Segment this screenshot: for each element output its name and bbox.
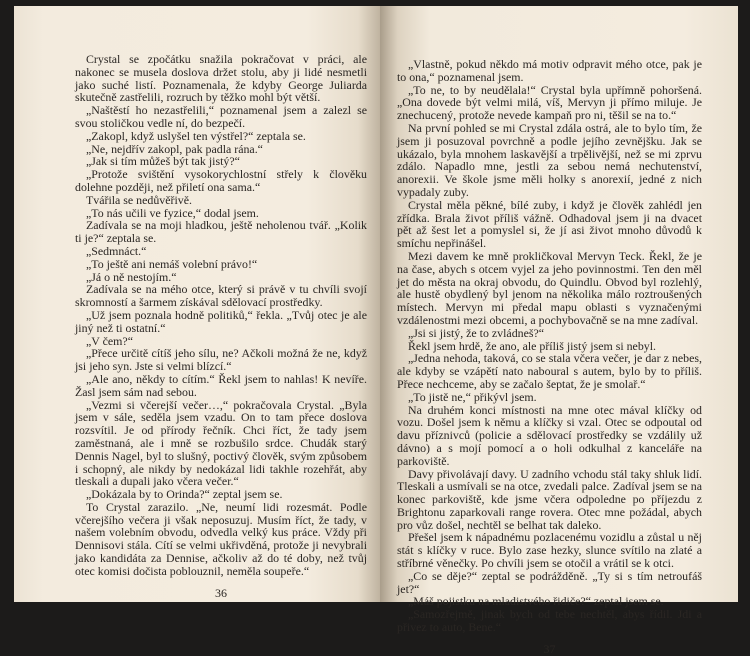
paragraph: „Sedmnáct.“ <box>86 243 147 258</box>
paragraph: Řekl jsem hrdě, že ano, ale příliš jistý jsem si nebyl. <box>408 338 657 353</box>
paragraph: „Ne, nejdřív zakopl, pak padla rána.“ <box>86 141 263 156</box>
paragraph: „To ne, to by neudělala!“ Crystal byla upřímně pohoršená. „Ona dovede být velmi milá, víš, Mervyn ji přímo miluje. Je znechucený, protože nevede kampaň pro ni, těšil se na to.“ <box>397 82 702 123</box>
paragraph: „To ještě ani nemáš volební právo!“ <box>86 256 258 271</box>
paragraph: Crystal se zpočátku snažila pokračovat v práci, ale nakonec se musela doslova držet stolu, aby ji lidé nesmetli jako suché listí. Poznamenala, že kdyby George Juliarda skutečně zastřelili, rozruch by těžko mohl být větší. <box>75 52 367 105</box>
paragraph: „Přece určitě cítíš jeho sílu, ne? Ačkoli možná že ne, když jsi jeho syn. Jste si velmi blízcí.“ <box>75 346 367 374</box>
paragraph: Na druhém konci místnosti na mne otec mával klíčky od vozu. Došel jsem k němu a klíčky si vzal. Otec se odpoutal od davu příznivců (policie a sdělovací prostředky se vzdálily už dávno) a s mojí pomocí a o holi odkulhal z kanceláře na parkoviště. <box>397 402 702 468</box>
left-page-column <box>75 53 367 600</box>
paragraph: „Protože svištění vysokorychlostní střely k člověku dolehne později, než přiletí ona sama.“ <box>75 167 367 194</box>
paragraph: „Máš pojistku na mladistvého řidiče?“ zeptal jsem se. <box>408 594 664 609</box>
paragraph: „Zakopl, když uslyšel ten výstřel?“ zeptala se. <box>86 128 306 143</box>
paragraph: „Vezmi si včerejší večer…,“ pokračovala Crystal. „Byla jsem v sále, seděla jsem vzadu. On to tam přece doslova rozsvítil. Je od přírody řečník. Chci říct, že tady jsem zaměstnaná, ale i mně se rozbušilo srdce. Chudák starý Dennis Nagel, byl to slušný, poctivý člověk, svým způsobem i schopný, ale nikdy by nedokázal lidi takhle rozehřát, aby tleskali a dupali jako včera večer.“ <box>75 397 367 489</box>
paragraph: Tvářila se nedůvěřivě. <box>86 192 192 207</box>
paragraph: „Dokázala by to Orinda?“ zeptal jsem se. <box>86 487 283 502</box>
paragraph: Crystal měla pěkné, bílé zuby, i když je člověk zahlédl jen zřídka. Brala život příliš vážně. Odhadoval jsem ji na dvacet pět až šest let a pomyslel si, že jí asi život mnoho důvodů k smíchu nepřinášel. <box>397 197 702 251</box>
paragraph: „Samozřejmě, jinak bych od tebe nechtěl, abys řídil. Jdi a přivez to auto, Bene.“ <box>397 607 702 635</box>
paragraph: „Naštěstí ho nezastřelili,“ poznamenal jsem a zalezl se svou stoličkou vedle ní, do bezpečí. <box>75 103 367 130</box>
paragraph: „Vlastně, pokud někdo má motiv odpravit mého otce, pak je to ona,“ poznamenal jsem. <box>397 57 702 84</box>
paragraph: „Co se děje?“ zeptal se podrážděně. „Ty si s tím netroufáš jet?“ <box>397 568 702 596</box>
right-page-column <box>397 58 702 656</box>
right-page-text <box>397 58 702 634</box>
paragraph: Přešel jsem k nápadnému pozlacenému vozidlu a zůstal u něj stát s klíčky v ruce. Bylo zase hezky, slunce svítilo na zlaté a stříbrné věnečky. Po chvíli jsem se otočil a vrátil se k otci. <box>397 530 702 571</box>
paragraph: „Už jsem poznala hodně politiků,“ řekla. „Tvůj otec je ale jiný než ti ostatní.“ <box>75 307 367 335</box>
paragraph: Mezi davem ke mně prokličkoval Mervyn Teck. Řekl, že je na čase, abych s otcem vyjel za jeho povinnostmi. Ten den měl jet do města na okraj obvodu, do Quindlu. Obvod byl rozlehlý, ale hustě obydlený byl jenom na několika málo roztroušených místech. Mervyn mi předal mapu oblasti s vyznačenými vzdálenostmi mezi obcemi, a pochybovačně se na mne zadíval. <box>397 248 702 327</box>
paragraph: „To nás učili ve fyzice,“ dodal jsem. <box>86 205 259 220</box>
paragraph: „Ale ano, někdy to cítím.“ Řekl jsem to nahlas! K nevíře. Žasl jsem sám nad sebou. <box>75 371 367 399</box>
paragraph: „Jak si tím můžeš být tak jistý?“ <box>86 154 240 169</box>
page-number-left: 36 <box>215 585 227 600</box>
paragraph: Zadívala se na mého otce, který si právě v tu chvíli svojí skromností a šarmem získával sdělovací prostředky. <box>75 282 367 310</box>
paragraph: To Crystal zarazilo. „Ne, neumí lidi rozesmát. Podle včerejšího večera ji však neposuzuj. Musím říct, že tady, v našem volebním obvodu, odvedla velký kus práce. Vždy při Dennisovi stála. Cítí se velmi ukřivděná, protože ji nevybrali jako kandidáta za Dennise, ačkoliv až do té doby, než tvůj otec komisi dočista poblouznil, neměla soupeře.“ <box>75 499 367 578</box>
paragraph: „Já o ně nestojím.“ <box>86 269 177 284</box>
page-number-right: 37 <box>543 641 556 656</box>
paragraph: „V čem?“ <box>86 333 133 348</box>
paragraph: „Jsi si jistý, že to zvládneš?“ <box>408 325 545 340</box>
paragraph: „Jedna nehoda, taková, co se stala včera večer, je dar z nebes, ale kdyby se vzápětí nato naboural s autem, bylo by to příliš. Přece nechceme, aby se začalo šeptat, že je smolař.“ <box>397 351 702 391</box>
paragraph: Na první pohled se mi Crystal zdála ostrá, ale to bylo tím, že jsem ji posuzoval povrchně a podle jejího zevnějšku. Jak se ukázalo, byla mnohem laskavější a trpělivější, než se mi zprvu zdálo. Napadlo mne, jestli za sebou nemá nechutenství, anorexii. Ve škole jsme měli holky s anorexií, jedné z nich vypadaly zuby. <box>397 120 702 199</box>
paragraph: Davy přivolávají davy. U zadního vchodu stál taky shluk lidí. Tleskali a usmívali se na otce, zvedali palce. Zadíval jsem se na konec parkoviště, kde jsme včera odpoledne po příjezdu z Brightonu zaparkovali range rovera. Otec mne požádal, abych pro vůz došel, nechtěl se belhat tak daleko. <box>397 466 702 532</box>
left-page-text <box>75 53 367 578</box>
paragraph: „To jistě ne,“ přikývl jsem. <box>408 389 537 404</box>
paragraph: Zadívala se na moji hladkou, ještě neholenou tvář. „Kolik ti je?“ zeptala se. <box>75 218 367 246</box>
